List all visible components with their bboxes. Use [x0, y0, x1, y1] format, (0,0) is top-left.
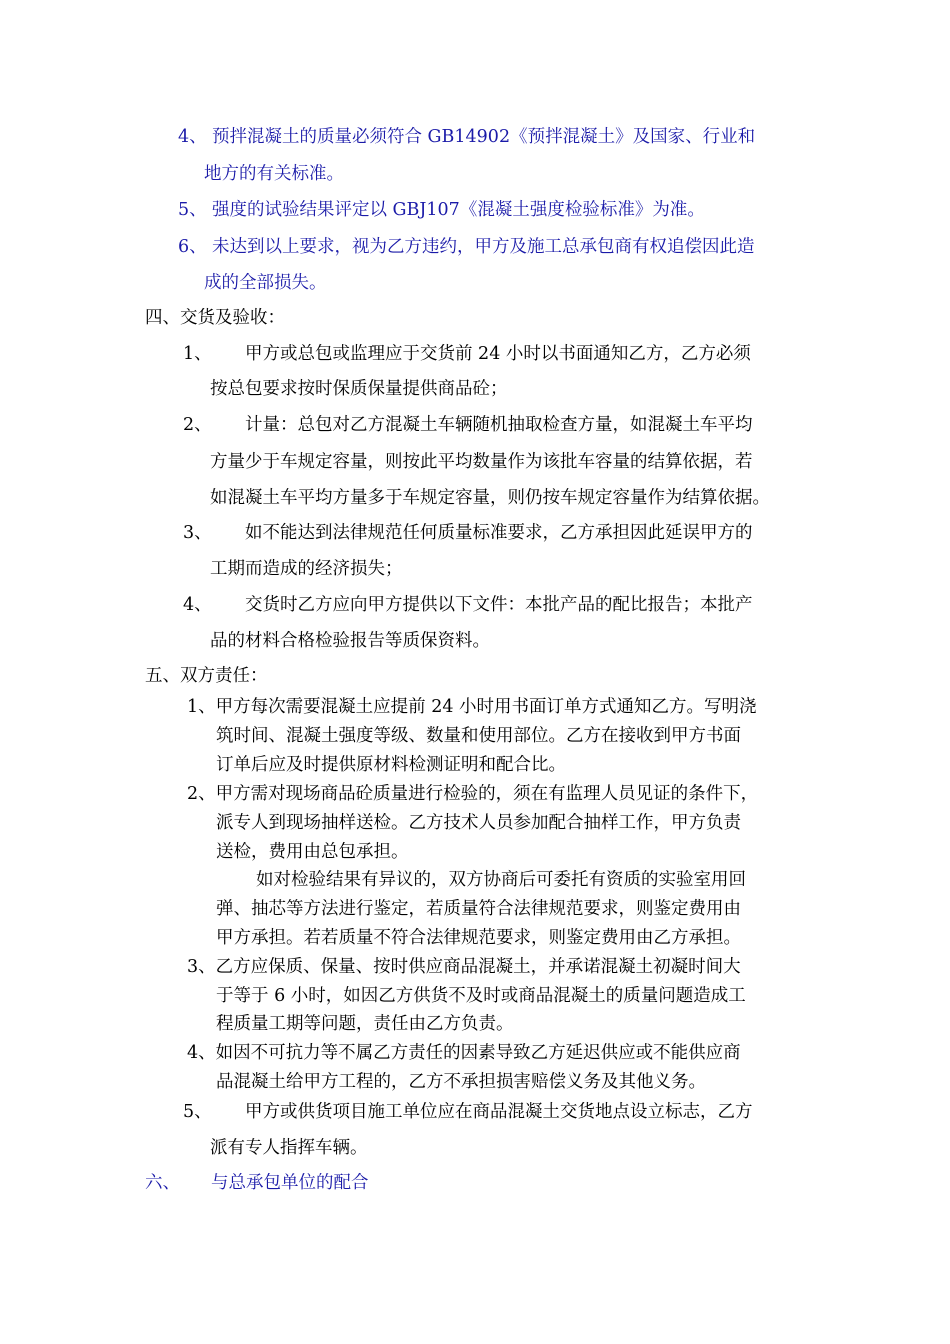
- s5-item2-line4: 如对检验结果有异议的，双方协商后可委托有资质的实验室用回: [256, 870, 746, 890]
- s5-item3-line3: 程质量工期等问题，责任由乙方负责。: [216, 1014, 514, 1034]
- s4-item3-line1: 如不能达到法律规范任何质量标准要求，乙方承担因此延误甲方的: [245, 523, 753, 543]
- s4-item1-number: 1、: [183, 344, 212, 364]
- s3-item6-number: 6、: [178, 237, 207, 257]
- s6-number: 六、: [145, 1173, 180, 1193]
- s5-item1-line3: 订单后应及时提供原材料检测证明和配合比。: [216, 755, 566, 775]
- s3-item6-line1: 未达到以上要求，视为乙方违约，甲方及施工总承包商有权追偿因此造: [212, 237, 755, 257]
- s3-item4-number: 4、: [178, 127, 207, 147]
- s5-item4-line1: 4、如因不可抗力等不属乙方责任的因素导致乙方延迟供应或不能供应商: [187, 1043, 741, 1063]
- s4-item2-line2: 方量少于车规定容量，则按此平均数量作为该批车容量的结算依据，若: [210, 452, 753, 472]
- s5-item2-line2: 派专人到现场抽样送检。乙方技术人员参加配合抽样工作，甲方负责: [216, 813, 741, 833]
- s5-item2-line5: 弹、抽芯等方法进行鉴定，若质量符合法律规范要求，则鉴定费用由: [216, 899, 741, 919]
- s5-item5-number: 5、: [183, 1102, 212, 1122]
- s5-item5-line1: 甲方或供货项目施工单位应在商品混凝土交货地点设立标志，乙方: [245, 1102, 753, 1122]
- s4-item3-number: 3、: [183, 523, 212, 543]
- s5-item3-line1: 3、乙方应保质、保量、按时供应商品混凝土，并承诺混凝土初凝时间大: [187, 957, 741, 977]
- s4-item4-line1: 交货时乙方应向甲方提供以下文件：本批产品的配比报告；本批产: [245, 595, 753, 615]
- s5-item2-line1: 2、甲方需对现场商品砼质量进行检验的，须在有监理人员见证的条件下，: [187, 784, 759, 804]
- s5-item1-line1: 1、甲方每次需要混凝土应提前 24 小时用书面订单方式通知乙方。写明浇: [187, 697, 757, 717]
- s5-item2-line6: 甲方承担。若若质量不符合法律规范要求，则鉴定费用由乙方承担。: [216, 928, 741, 948]
- s4-item3-line2: 工期而造成的经济损失；: [210, 559, 403, 579]
- s5-heading: 五、双方责任：: [145, 666, 268, 686]
- s5-item2-line3: 送检，费用由总包承担。: [216, 842, 409, 862]
- s4-item2-line1: 计量：总包对乙方混凝土车辆随机抽取检查方量，如混凝土车平均: [245, 415, 753, 435]
- s4-item4-number: 4、: [183, 595, 212, 615]
- s4-item4-line2: 品的材料合格检验报告等质保资料。: [210, 631, 490, 651]
- s6-heading: 与总承包单位的配合: [211, 1173, 369, 1193]
- s4-item1-line2: 按总包要求按时保质保量提供商品砼；: [210, 379, 508, 399]
- s4-heading: 四、交货及验收：: [145, 308, 285, 328]
- s3-item5-line1: 强度的试验结果评定以 GBJ107《混凝土强度检验标准》为准。: [212, 200, 705, 220]
- s4-item2-number: 2、: [183, 415, 212, 435]
- s3-item5-number: 5、: [178, 200, 207, 220]
- s5-item5-line2: 派有专人指挥车辆。: [210, 1138, 368, 1158]
- s4-item2-line3: 如混凝土车平均方量多于车规定容量，则仍按车规定容量作为结算依据。: [210, 488, 770, 508]
- s5-item1-line2: 筑时间、混凝土强度等级、数量和使用部位。乙方在接收到甲方书面: [216, 726, 741, 746]
- s3-item4-line2: 地方的有关标准。: [204, 164, 344, 184]
- s3-item4-line1: 预拌混凝土的质量必须符合 GB14902《预拌混凝土》及国家、行业和: [212, 127, 756, 147]
- s4-item1-line1: 甲方或总包或监理应于交货前 24 小时以书面通知乙方，乙方必须: [245, 344, 751, 364]
- s5-item4-line2: 品混凝土给甲方工程的，乙方不承担损害赔偿义务及其他义务。: [216, 1072, 706, 1092]
- s3-item6-line2: 成的全部损失。: [204, 273, 327, 293]
- s5-item3-line2: 于等于 6 小时，如因乙方供货不及时或商品混凝土的质量问题造成工: [216, 986, 746, 1006]
